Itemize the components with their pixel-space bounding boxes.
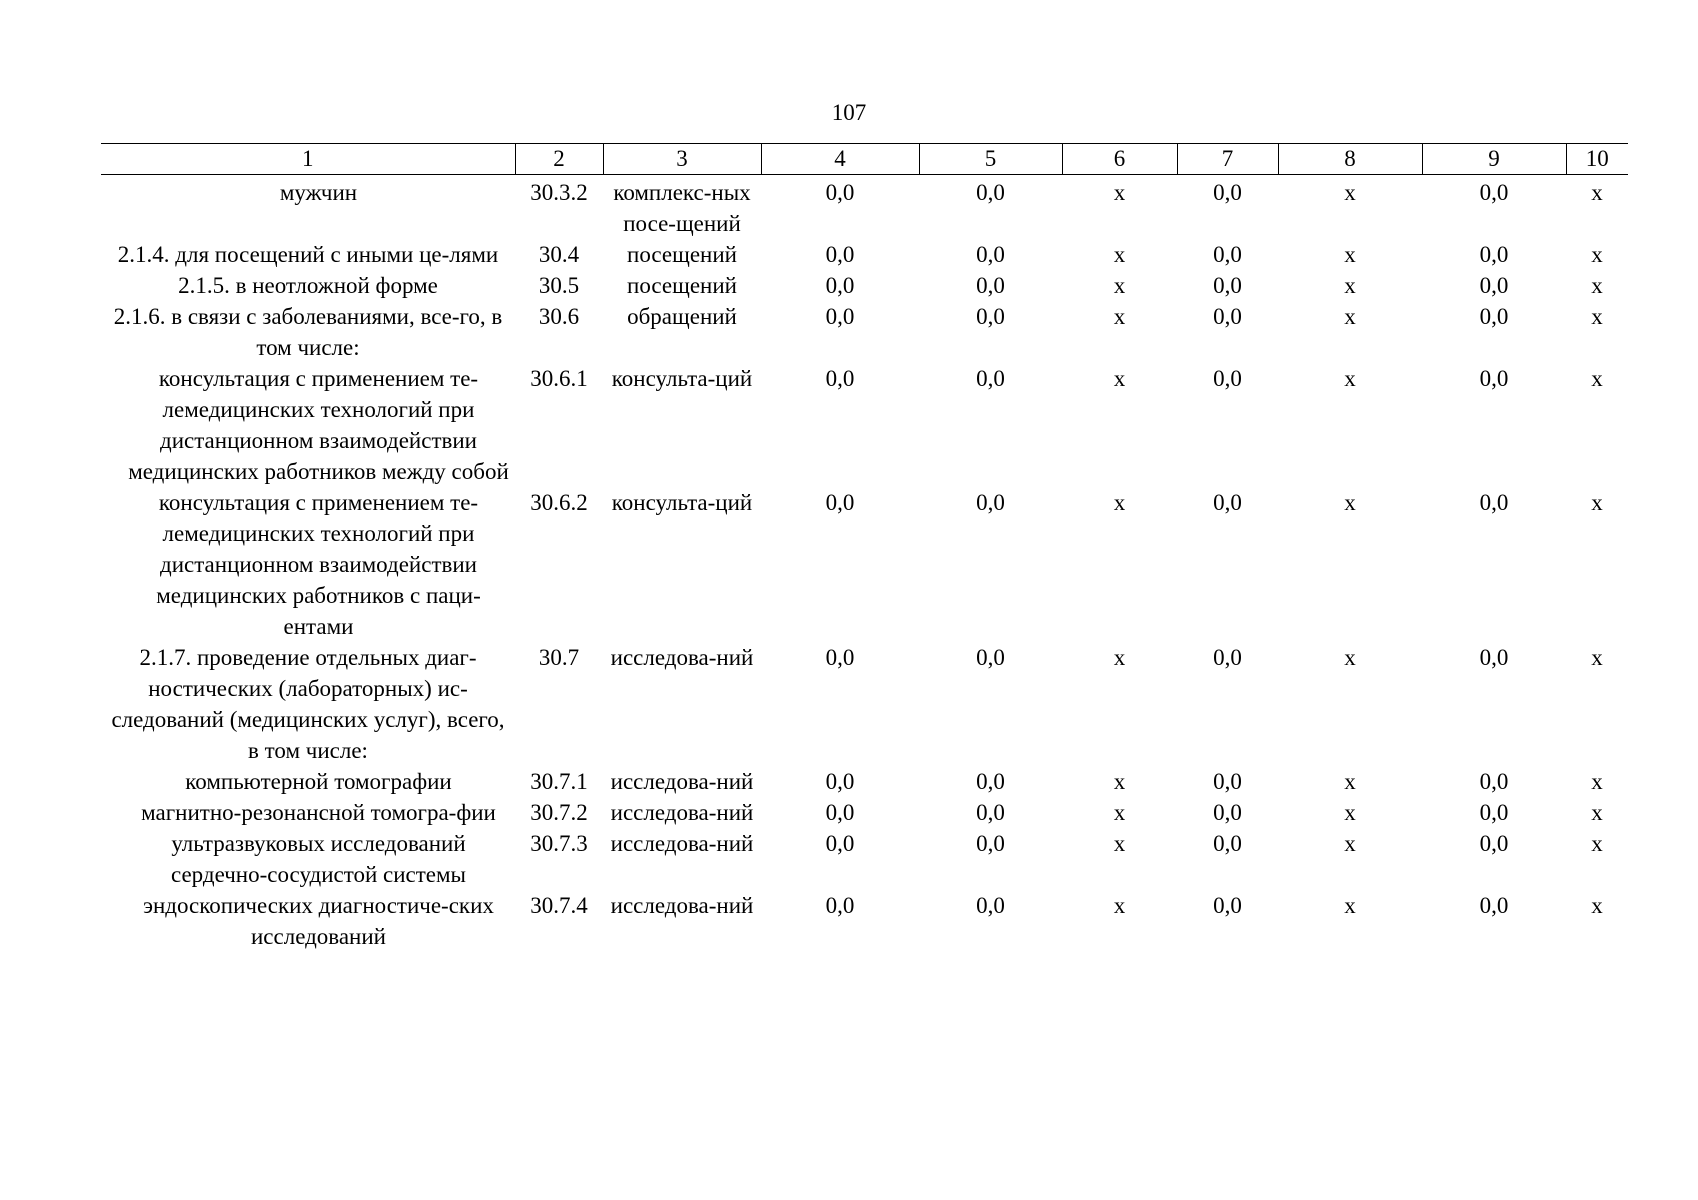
value-col8: х — [1344, 645, 1356, 670]
value-col9: 0,0 — [1479, 304, 1509, 329]
value-col4: 0,0 — [825, 304, 855, 329]
value-col5: 0,0 — [976, 645, 1005, 670]
value-col10: х — [1591, 893, 1603, 918]
value-col6: х — [1113, 242, 1126, 267]
table-row — [101, 270, 1628, 301]
value-col8: х — [1344, 304, 1356, 329]
value-col6: х — [1113, 490, 1126, 515]
row-code: 30.7 — [538, 645, 580, 670]
value-col7: 0,0 — [1213, 831, 1242, 856]
row-code: 30.6 — [538, 304, 580, 329]
row-name: эндоскопических диагностиче-ских исследований — [143, 893, 494, 949]
row-unit: исследова-ний — [610, 769, 754, 794]
value-col6: х — [1113, 800, 1126, 825]
data-table — [101, 143, 1628, 952]
value-col4: 0,0 — [825, 490, 855, 515]
value-col4: 0,0 — [825, 893, 855, 918]
value-col7: 0,0 — [1213, 800, 1242, 825]
table-row — [101, 828, 1628, 890]
value-col8: х — [1344, 490, 1356, 515]
table-body — [101, 175, 1628, 953]
table-row — [101, 175, 1628, 240]
table-row — [101, 239, 1628, 270]
value-col5: 0,0 — [976, 366, 1005, 391]
value-col9: 0,0 — [1479, 490, 1509, 515]
header-cell: 6 — [1062, 144, 1177, 175]
value-col6: х — [1113, 769, 1126, 794]
value-col5: 0,0 — [976, 242, 1005, 267]
value-col6: х — [1113, 645, 1126, 670]
value-col10: х — [1591, 180, 1603, 205]
row-code: 30.5 — [538, 273, 580, 298]
row-code: 30.6.2 — [530, 490, 588, 515]
row-unit: исследова-ний — [610, 645, 754, 670]
value-col9: 0,0 — [1479, 831, 1509, 856]
value-col5: 0,0 — [976, 273, 1005, 298]
value-col9: 0,0 — [1479, 769, 1509, 794]
row-name: ультразвуковых исследований сердечно-сосудистой системы — [170, 831, 467, 887]
value-col6: х — [1113, 893, 1126, 918]
value-col9: 0,0 — [1479, 645, 1509, 670]
value-col4: 0,0 — [825, 366, 855, 391]
value-col8: х — [1344, 366, 1356, 391]
value-col6: х — [1113, 831, 1126, 856]
value-col6: х — [1113, 180, 1126, 205]
value-col5: 0,0 — [976, 180, 1005, 205]
value-col9: 0,0 — [1479, 273, 1509, 298]
value-col4: 0,0 — [825, 800, 855, 825]
value-col7: 0,0 — [1213, 273, 1242, 298]
value-col5: 0,0 — [976, 800, 1005, 825]
header-cell: 4 — [761, 144, 919, 175]
row-name: консультация с применением те-лемедицинских технологий при дистанционном взаимодействии медицинских работников между собой — [128, 366, 509, 484]
row-unit: консульта-ций — [611, 366, 753, 391]
value-col5: 0,0 — [976, 490, 1005, 515]
row-unit: обращений — [627, 304, 737, 329]
value-col5: 0,0 — [976, 831, 1005, 856]
value-col7: 0,0 — [1213, 645, 1242, 670]
row-code: 30.7.1 — [530, 769, 588, 794]
row-name: 2.1.4. для посещений с иными це-лями — [117, 242, 499, 267]
value-col7: 0,0 — [1213, 242, 1242, 267]
header-cell: 10 — [1566, 144, 1628, 175]
value-col7: 0,0 — [1213, 893, 1242, 918]
table-row — [101, 766, 1628, 797]
value-col10: х — [1591, 366, 1603, 391]
row-code: 30.4 — [538, 242, 580, 267]
row-unit: консульта-ций — [611, 490, 753, 515]
value-col8: х — [1344, 273, 1356, 298]
header-cell: 2 — [515, 144, 603, 175]
row-code: 30.7.3 — [530, 831, 588, 856]
header-cell: 9 — [1422, 144, 1566, 175]
row-name: 2.1.6. в связи с заболеваниями, все-го, в том числе: — [113, 304, 503, 360]
row-name: магнитно-резонансной томогра-фии — [141, 800, 496, 825]
row-unit: комплекс-ных посе-щений — [613, 180, 751, 236]
row-name: консультация с применением те-лемедицинских технологий при дистанционном взаимодействии медицинских работников с паци-ентами — [156, 490, 481, 639]
value-col8: х — [1344, 831, 1356, 856]
value-col4: 0,0 — [825, 769, 855, 794]
value-col5: 0,0 — [976, 769, 1005, 794]
value-col10: х — [1591, 831, 1603, 856]
header-cell: 1 — [101, 144, 515, 175]
value-col7: 0,0 — [1213, 366, 1242, 391]
value-col9: 0,0 — [1479, 366, 1509, 391]
table-row — [101, 797, 1628, 828]
row-name: 2.1.5. в неотложной форме — [178, 273, 438, 298]
value-col8: х — [1344, 893, 1356, 918]
value-col4: 0,0 — [825, 645, 855, 670]
header-cell: 3 — [603, 144, 761, 175]
value-col7: 0,0 — [1213, 180, 1242, 205]
value-col4: 0,0 — [825, 242, 855, 267]
value-col8: х — [1344, 242, 1356, 267]
value-col4: 0,0 — [825, 180, 855, 205]
table-row — [101, 890, 1628, 952]
value-col7: 0,0 — [1213, 304, 1242, 329]
row-code: 30.7.2 — [530, 800, 588, 825]
row-name: мужчин — [279, 180, 358, 205]
table-row — [101, 301, 1628, 363]
value-col6: х — [1113, 304, 1126, 329]
value-col8: х — [1344, 769, 1356, 794]
value-col10: х — [1591, 645, 1603, 670]
row-code: 30.6.1 — [530, 366, 588, 391]
value-col4: 0,0 — [825, 831, 855, 856]
value-col10: х — [1591, 273, 1603, 298]
value-col5: 0,0 — [976, 304, 1005, 329]
header-cell: 7 — [1177, 144, 1278, 175]
value-col4: 0,0 — [825, 273, 855, 298]
value-col7: 0,0 — [1213, 490, 1242, 515]
table-row — [101, 487, 1628, 642]
row-unit: посещений — [627, 242, 737, 267]
value-col9: 0,0 — [1479, 893, 1509, 918]
value-col8: х — [1344, 180, 1356, 205]
value-col9: 0,0 — [1479, 180, 1509, 205]
page-number: 107 — [831, 100, 867, 125]
value-col6: х — [1113, 273, 1126, 298]
table-header — [101, 144, 1628, 175]
value-col10: х — [1591, 242, 1603, 267]
header-cell: 5 — [919, 144, 1062, 175]
row-code: 30.7.4 — [530, 893, 588, 918]
row-unit: исследова-ний — [610, 800, 754, 825]
table-row — [101, 642, 1628, 766]
row-code: 30.3.2 — [530, 180, 588, 205]
row-name: 2.1.7. проведение отдельных диаг-ностических (лабораторных) ис-следований (медицинских услуг), всего, в том числе: — [111, 645, 505, 763]
header-row — [101, 144, 1628, 175]
value-col10: х — [1591, 304, 1603, 329]
value-col7: 0,0 — [1213, 769, 1242, 794]
row-unit: посещений — [627, 273, 737, 298]
value-col8: х — [1344, 800, 1356, 825]
row-unit: исследова-ний — [610, 831, 754, 856]
value-col10: х — [1591, 800, 1603, 825]
value-col9: 0,0 — [1479, 800, 1509, 825]
value-col10: х — [1591, 490, 1603, 515]
row-name: компьютерной томографии — [185, 769, 452, 794]
table-row — [101, 363, 1628, 487]
row-unit: исследова-ний — [610, 893, 754, 918]
value-col6: х — [1113, 366, 1126, 391]
value-col9: 0,0 — [1479, 242, 1509, 267]
value-col5: 0,0 — [976, 893, 1005, 918]
value-col10: х — [1591, 769, 1603, 794]
header-cell: 8 — [1278, 144, 1422, 175]
